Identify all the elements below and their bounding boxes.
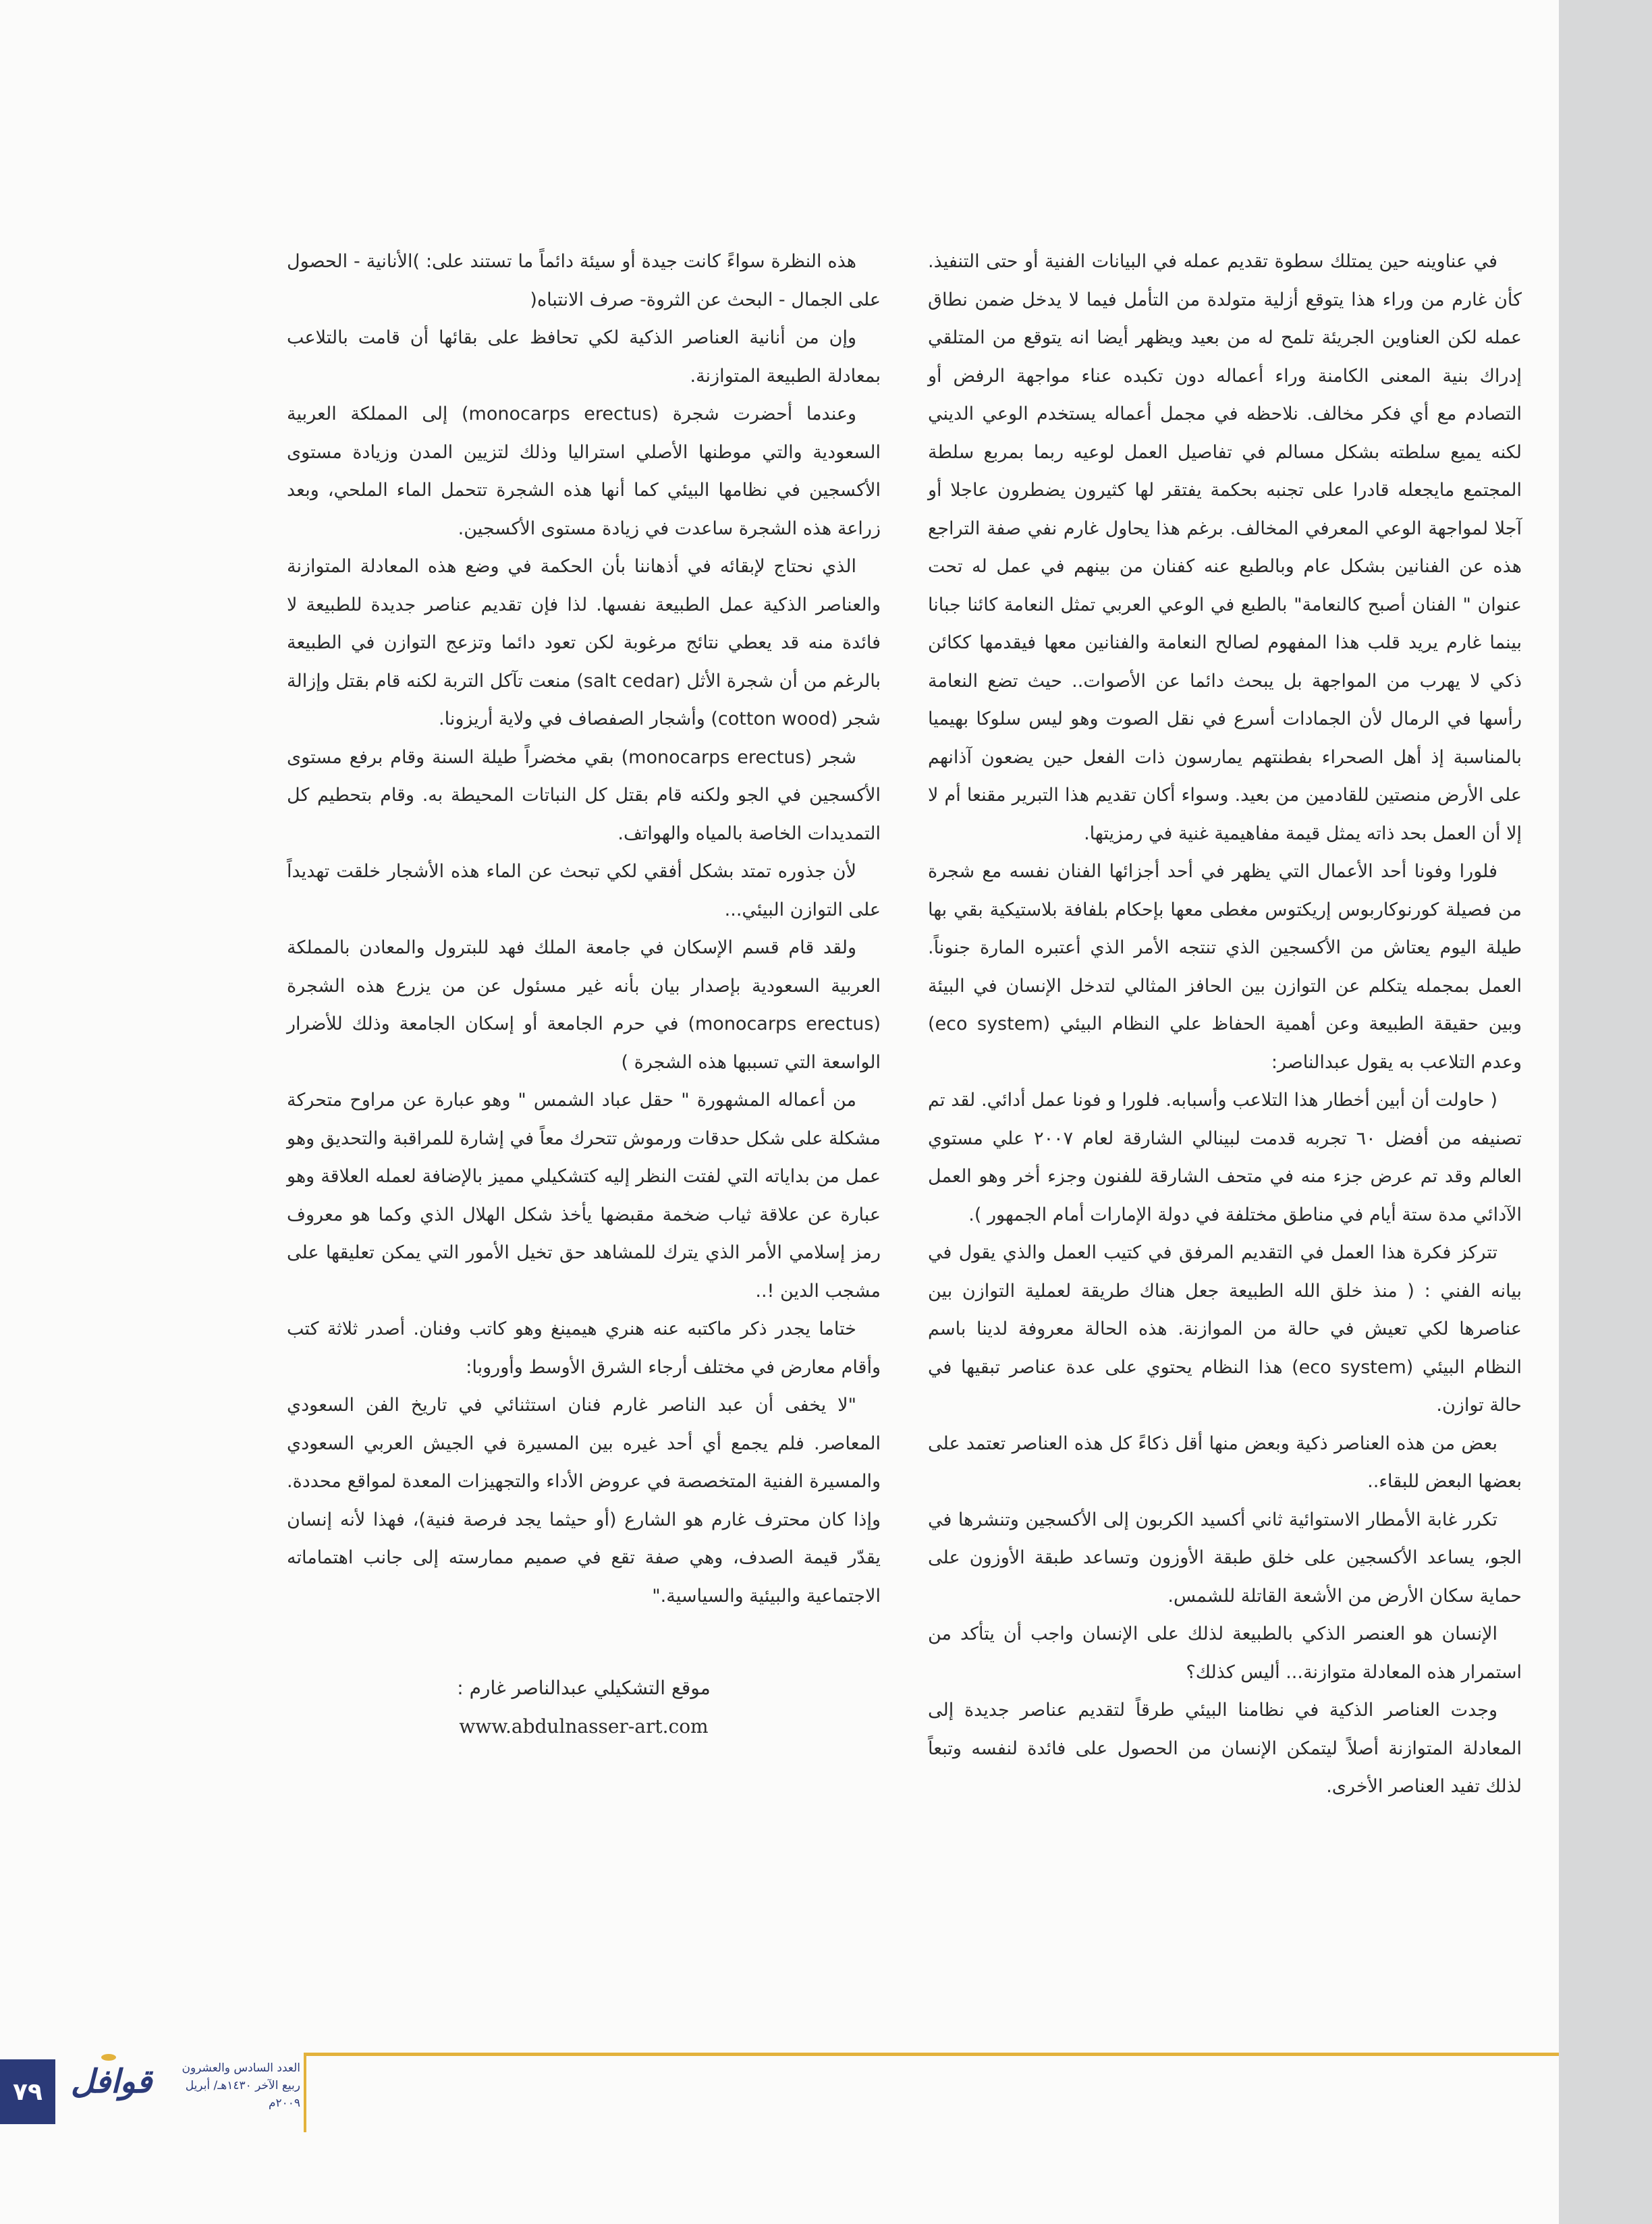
paragraph: ختاما يجدر ذكر ماكتبه عنه هنري هيمينغ وهو كاتب وفنان. أصدر ثلاثة كتب وأقام معارض في مختلف أرجاء الشرق الأوسط وأوروبا: [287,1318,881,1378]
issue-info [162,2059,300,2112]
artist-site-url[interactable]: www.abdulnasser-art.com [459,1715,709,1738]
page-number: ٧٩ [0,2059,55,2124]
paragraph: لأن جذوره تمتد بشكل أفقي لكي تبحث عن الماء هذه الأشجار خلقت تهديداً على التوازن البيئي... [287,861,881,920]
paragraph: تكرر غابة الأمطار الاستوائية ثاني أكسيد الكربون إلى الأكسجين وتنشرها في الجو، يساعد الأكسجين على خلق طبقة الأوزون وتساعد طبقة الأوزون على حماية سكان الأرض من الأشعة القاتلة للشمس. [928,1509,1522,1607]
paragraph: ولقد قام قسم الإسكان في جامعة الملك فهد للبترول والمعادن بالمملكة العربية السعودية بإصدار بيان بأنه غير مسئول عن من يزرع هذه الشجرة (monocarps erectus) في حرم الجامعة أو إسكان الجامعة وذلك للأضرار الواسعة التي تسببها هذه الشجرة ) [287,937,881,1073]
footer-rule [304,2053,1559,2056]
paragraph: الإنسان هو العنصر الذكي بالطبيعة لذلك على الإنسان واجب أن يتأكد من استمرار هذه المعادلة متوازنة... أليس كذلك؟ [928,1623,1522,1683]
text-column-left [287,243,881,1746]
paragraph: فلورا وفونا أحد الأعمال التي يظهر في أحد أجزائها الفنان نفسه مع شجرة من فصيلة كورنوكاربوس إريكتوس مغطى معها بإحكام بلفافة بلاستيكية بقي بها طيلة اليوم يعتاش من الأكسجين الذي تنتجه الأمر الذي أعتبره المارة جنوناً. العمل بمجمله يتكلم عن التوازن بين الحافز المثالي لتدخل الإنسان في البيئة وبين حقيقة الطبيعة وعن أهمية الحفاظ علي النظام البيئي (eco system) وعدم التلاعب به يقول عبدالناصر: [928,861,1522,1073]
paragraph: هذه النظرة سواءً كانت جيدة أو سيئة دائماً ما تستند على: )الأنانية - الحصول على الجمال - البحث عن الثروة- صرف الانتباه( [287,251,881,310]
paragraph: من أعماله المشهورة " حقل عباد الشمس " وهو عبارة عن مراوح متحركة مشكلة على شكل حدقات ورموش تتحرك معاً في إشارة للمراقبة والتحديق وهو عمل من بداياته التي لفتت النظر إليه كتشكيلي مميز بالإضافة لعمله العلاقة وهو عبارة عن علاقة ثياب ضخمة مقبضها يأخذ شكل الهلال الذي وكما هو معروف رمز إسلامي الأمر الذي يترك للمشاهد حق تخيل الأمور التي يمكن تعليقها على مشجب الدين !.. [287,1090,881,1302]
footer-rule-vertical [304,2053,306,2132]
quote-paragraph: "لا يخفى أن عبد الناصر غارم فنان استثنائي في تاريخ الفن السعودي المعاصر. فلم يجمع أي أحد غيره بين المسيرة في الجيش العربي السعودي والمسيرة الفنية المتخصصة في عروض الأداء والتجهيزات المعدة لمواقع محددة. وإذا كان محترف غارم هو الشارع (أو حيثما يجد فرصة فنية)، فهذا لأنه إنسان يقدّر قيمة الصدف، وهي صفة تقع في صميم ممارسته إلى جانب اهتماماته الاجتماعية والبيئية والسياسية." [287,1395,881,1607]
page-edge-band [1559,0,1652,2224]
paragraph: وجدت العناصر الذكية في نظامنا البيئي طرقاً لتقديم عناصر جديدة إلى المعادلة المتوازنة أصلاً ليتمكن الإنسان من الحصول على فائدة لنفسه وتبعاً لذلك تفيد العناصر الأخرى. [928,1700,1522,1797]
paragraph: وعندما أحضرت شجرة (monocarps erectus) إلى المملكة العربية السعودية والتي موطنها الأصلي استراليا وذلك لتزيين المدن وزيادة مستوى الأكسجين في نظامها البيئي كما أنها هذه الشجرة تتحمل الماء الملحي، وبعد زراعة هذه الشجرة ساعدت في زيادة مستوى الأكسجين. [287,404,881,539]
paragraph: بعض من هذه العناصر ذكية وبعض منها أقل ذكاءً كل هذه العناصر تعتمد على بعضها البعض للبقاء.. [928,1433,1522,1492]
paragraph: شجر (monocarps erectus) بقي مخضراً طيلة السنة وقام برفع مستوى الأكسجين في الجو ولكنه قام بقتل كل النباتات المحيطة به. وقام بتحطيم كل التمديدات الخاصة بالمياه والهواتف. [287,746,881,844]
paragraph: ( حاولت أن أبين أخطار هذا التلاعب وأسبابه. فلورا و فونا عمل أدائي. لقد تم تصنيفه من أفضل ٦٠ تجربه قدمت لبينالي الشارقة لعام ٢٠٠٧ علي مستوي العالم وقد تم عرض جزء منه في متحف الشارقة للفنون وجزء أخر وهو العمل الآدائي مدة ستة أيام في مناطق مختلفة في دولة الإمارات أمام الجمهور ). [928,1090,1522,1225]
paragraph: وإن من أنانية العناصر الذكية لكي تحافظ على بقائها أن قامت بالتلاعب بمعادلة الطبيعة المتوازنة. [287,327,881,387]
artist-site-label: موقع التشكيلي عبدالناصر غارم : [457,1677,711,1699]
issue-date: ربيع الآخر ١٤٣٠هـ/ أبريل ٢٠٠٩م [185,2079,300,2110]
paragraph: الذي نحتاج لإبقائه في أذهاننا بأن الحكمة في وضع هذه المعادلة المتوازنة والعناصر الذكية عمل الطبيعة نفسها. لذا فإن تقديم عناصر جديدة للطبيعة لا فائدة منه قد يعطي نتائج مرغوبة لكن تعود دائما وتزعج التوازن في الطبيعة بالرغم من أن شجرة الأثل (salt cedar) منعت تآكل التربة لكنه قام بقتل وإزالة شجر (cotton wood) وأشجار الصفصاف في ولاية أريزونا. [287,556,881,729]
paragraph: في عناوينه حين يمتلك سطوة تقديم عمله في البيانات الفنية أو حتى التنفيذ. كأن غارم من وراء هذا يتوقع أزلية متولدة من التأمل فيما لا يدخل ضمن نطاق عمله لكن العناوين الجريئة تلمح له من بعيد ويظهر أيضا انه يتوقع من المتلقي إدراك بنية المعنى الكامنة وراء أعماله دون تكبده عناء مواجهة الرفض أو التصادم مع أي فكر مخالف. نلاحظه في مجمل أعماله يستخدم الوعي الديني لكنه يميع سلطته بشكل مسالم في تفاصيل العمل لوعيه ربما بمربع سلطة المجتمع مايجعله قادرا على تجنبه بحكمة يفتقر لها كثيرون يضطرون عاجلا أو آجلا لمواجهة الوعي المعرفي المخالف. برغم هذا يحاول غارم نفي صفة التراجع هذه عن الفنانين بشكل عام وبالطبع عنه كفنان من بينهم في عمل له تحت عنوان " الفنان أصبح كالنعامة" بالطبع في الوعي العربي تمثل النعامة كائنا جبانا بينما غارم يريد قلب هذا المفهوم لصالح النعامة والفنانين معها فيقدمها ككائن ذكي لا يهرب من المواجهة بل يبحث دائما عن الأصوات.. حيث تضع النعامة رأسها في الرمال لأن الجمادات أسرع في نقل الصوت وهو ليس سلوكا بهيميا بالمناسبة إذ أهل الصحراء بفطنتهم يمارسون ذات الفعل حين يضعون آذانهم على الأرض منصتين للقادمين من بعيد. وسواء أكان تقديم هذا التبرير مقنعا أم لا إلا أن العمل بحد ذاته يمثل قيمة مفاهيمية غنية في رمزيتها. [928,251,1522,844]
magazine-logo: قوافل [70,2063,153,2101]
issue-number: العدد السادس والعشرون [182,2061,300,2075]
paragraph: تتركز فكرة هذا العمل في التقديم المرفق في كتيب العمل والذي يقول في بيانه الفني : ( منذ خلق الله الطبيعة جعل هناك طريقة لعملية التوازن بين عناصرها لكي تعيش في حالة من الموازنة. هذه الحالة معروفة لدينا باسم النظام البيئي (eco system) هذا النظام يحتوي على عدة عناصر تبقيها في حالة توازن. [928,1242,1522,1416]
text-column-right [928,243,1522,1806]
